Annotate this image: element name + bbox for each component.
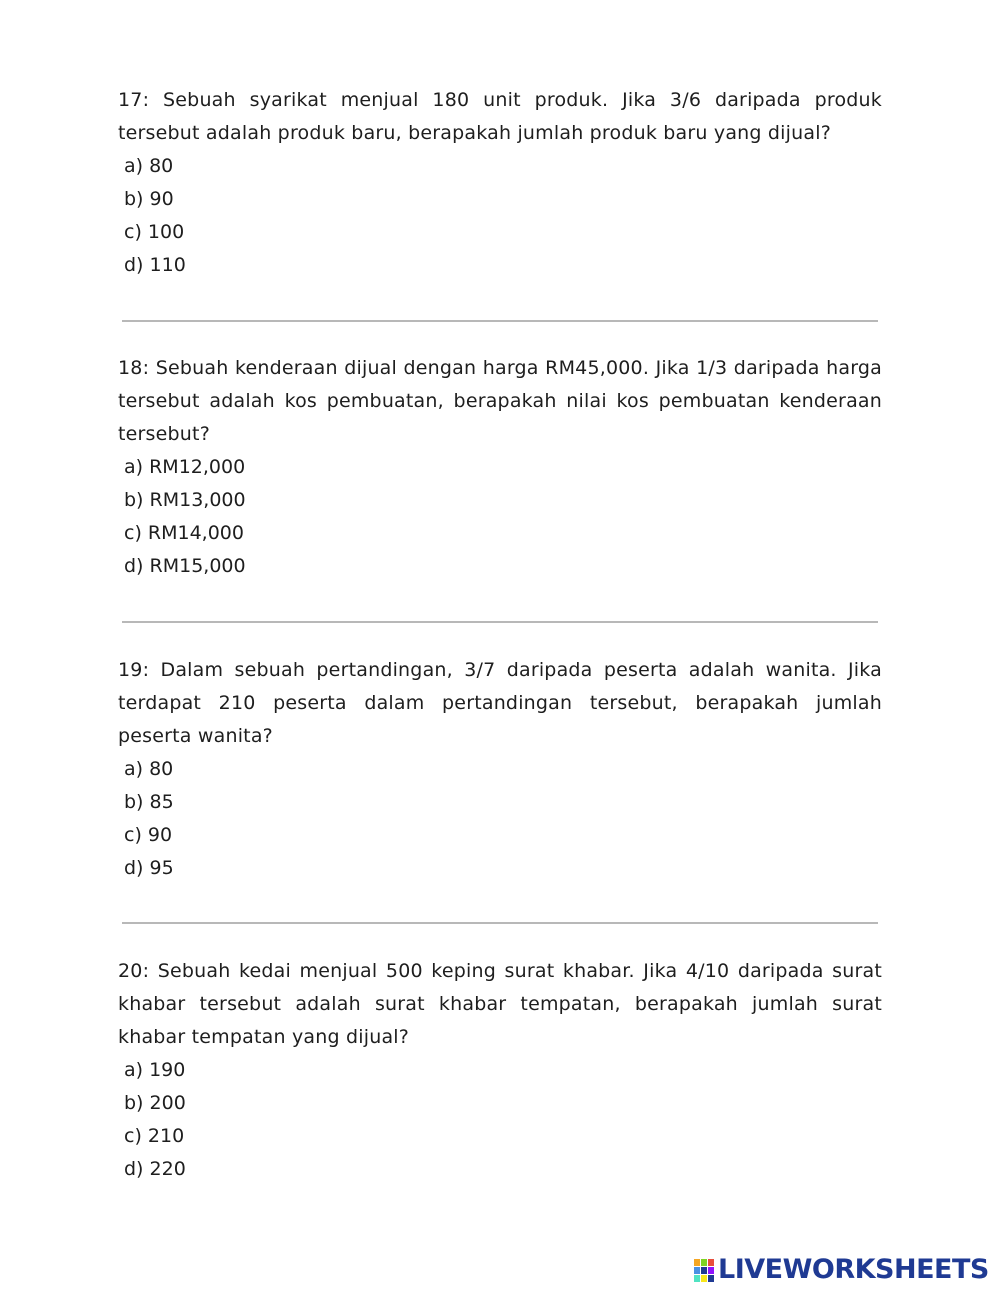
question-18 (118, 352, 882, 583)
option-c[interactable]: c) 90 (124, 824, 173, 846)
option-d[interactable]: d) RM15,000 (124, 555, 246, 577)
option-a[interactable]: a) 80 (124, 758, 174, 780)
option-a[interactable]: a) RM12,000 (124, 456, 246, 478)
question-text: 17: Sebuah syarikat menjual 180 unit produk. Jika 3/6 daripada produk tersebut adalah produk baru, berapakah jumlah produk baru yang dijual? (118, 89, 882, 144)
option-d[interactable]: d) 220 (124, 1158, 186, 1180)
option-b[interactable]: b) 90 (124, 188, 174, 210)
option-a[interactable]: a) 80 (124, 155, 174, 177)
divider (122, 922, 878, 924)
option-c[interactable]: c) 100 (124, 221, 185, 243)
option-d[interactable]: d) 110 (124, 254, 186, 276)
option-a[interactable]: a) 190 (124, 1059, 186, 1081)
option-c[interactable]: c) RM14,000 (124, 522, 244, 544)
question-19 (118, 654, 882, 885)
divider (122, 621, 878, 623)
option-d[interactable]: d) 95 (124, 857, 174, 879)
option-b[interactable]: b) 200 (124, 1092, 186, 1114)
brand-name: LIVEWORKSHEETS (718, 1254, 989, 1285)
option-b[interactable]: b) 85 (124, 791, 174, 813)
question-text: 19: Dalam sebuah pertandingan, 3/7 daripada peserta adalah wanita. Jika terdapat 210 peserta dalam pertandingan tersebut, berapakah jumlah peserta wanita? (118, 659, 882, 747)
question-text: 18: Sebuah kenderaan dijual dengan harga RM45,000. Jika 1/3 daripada harga tersebut adalah kos pembuatan, berapakah nilai kos pembuatan kenderaan tersebut? (118, 357, 882, 445)
liveworksheets-logo-icon (694, 1259, 715, 1282)
answer-options (118, 150, 882, 282)
question-17 (118, 84, 882, 282)
option-c[interactable]: c) 210 (124, 1125, 185, 1147)
answer-options (118, 753, 882, 885)
answer-options (118, 1054, 882, 1186)
question-20 (118, 955, 882, 1186)
option-b[interactable]: b) RM13,000 (124, 489, 246, 511)
question-text: 20: Sebuah kedai menjual 500 keping surat khabar. Jika 4/10 daripada surat khabar tersebut adalah surat khabar tempatan, berapakah jumlah surat khabar tempatan yang dijual? (118, 960, 882, 1048)
divider (122, 320, 878, 322)
answer-options (118, 451, 882, 583)
liveworksheets-brand[interactable] (694, 1255, 989, 1285)
